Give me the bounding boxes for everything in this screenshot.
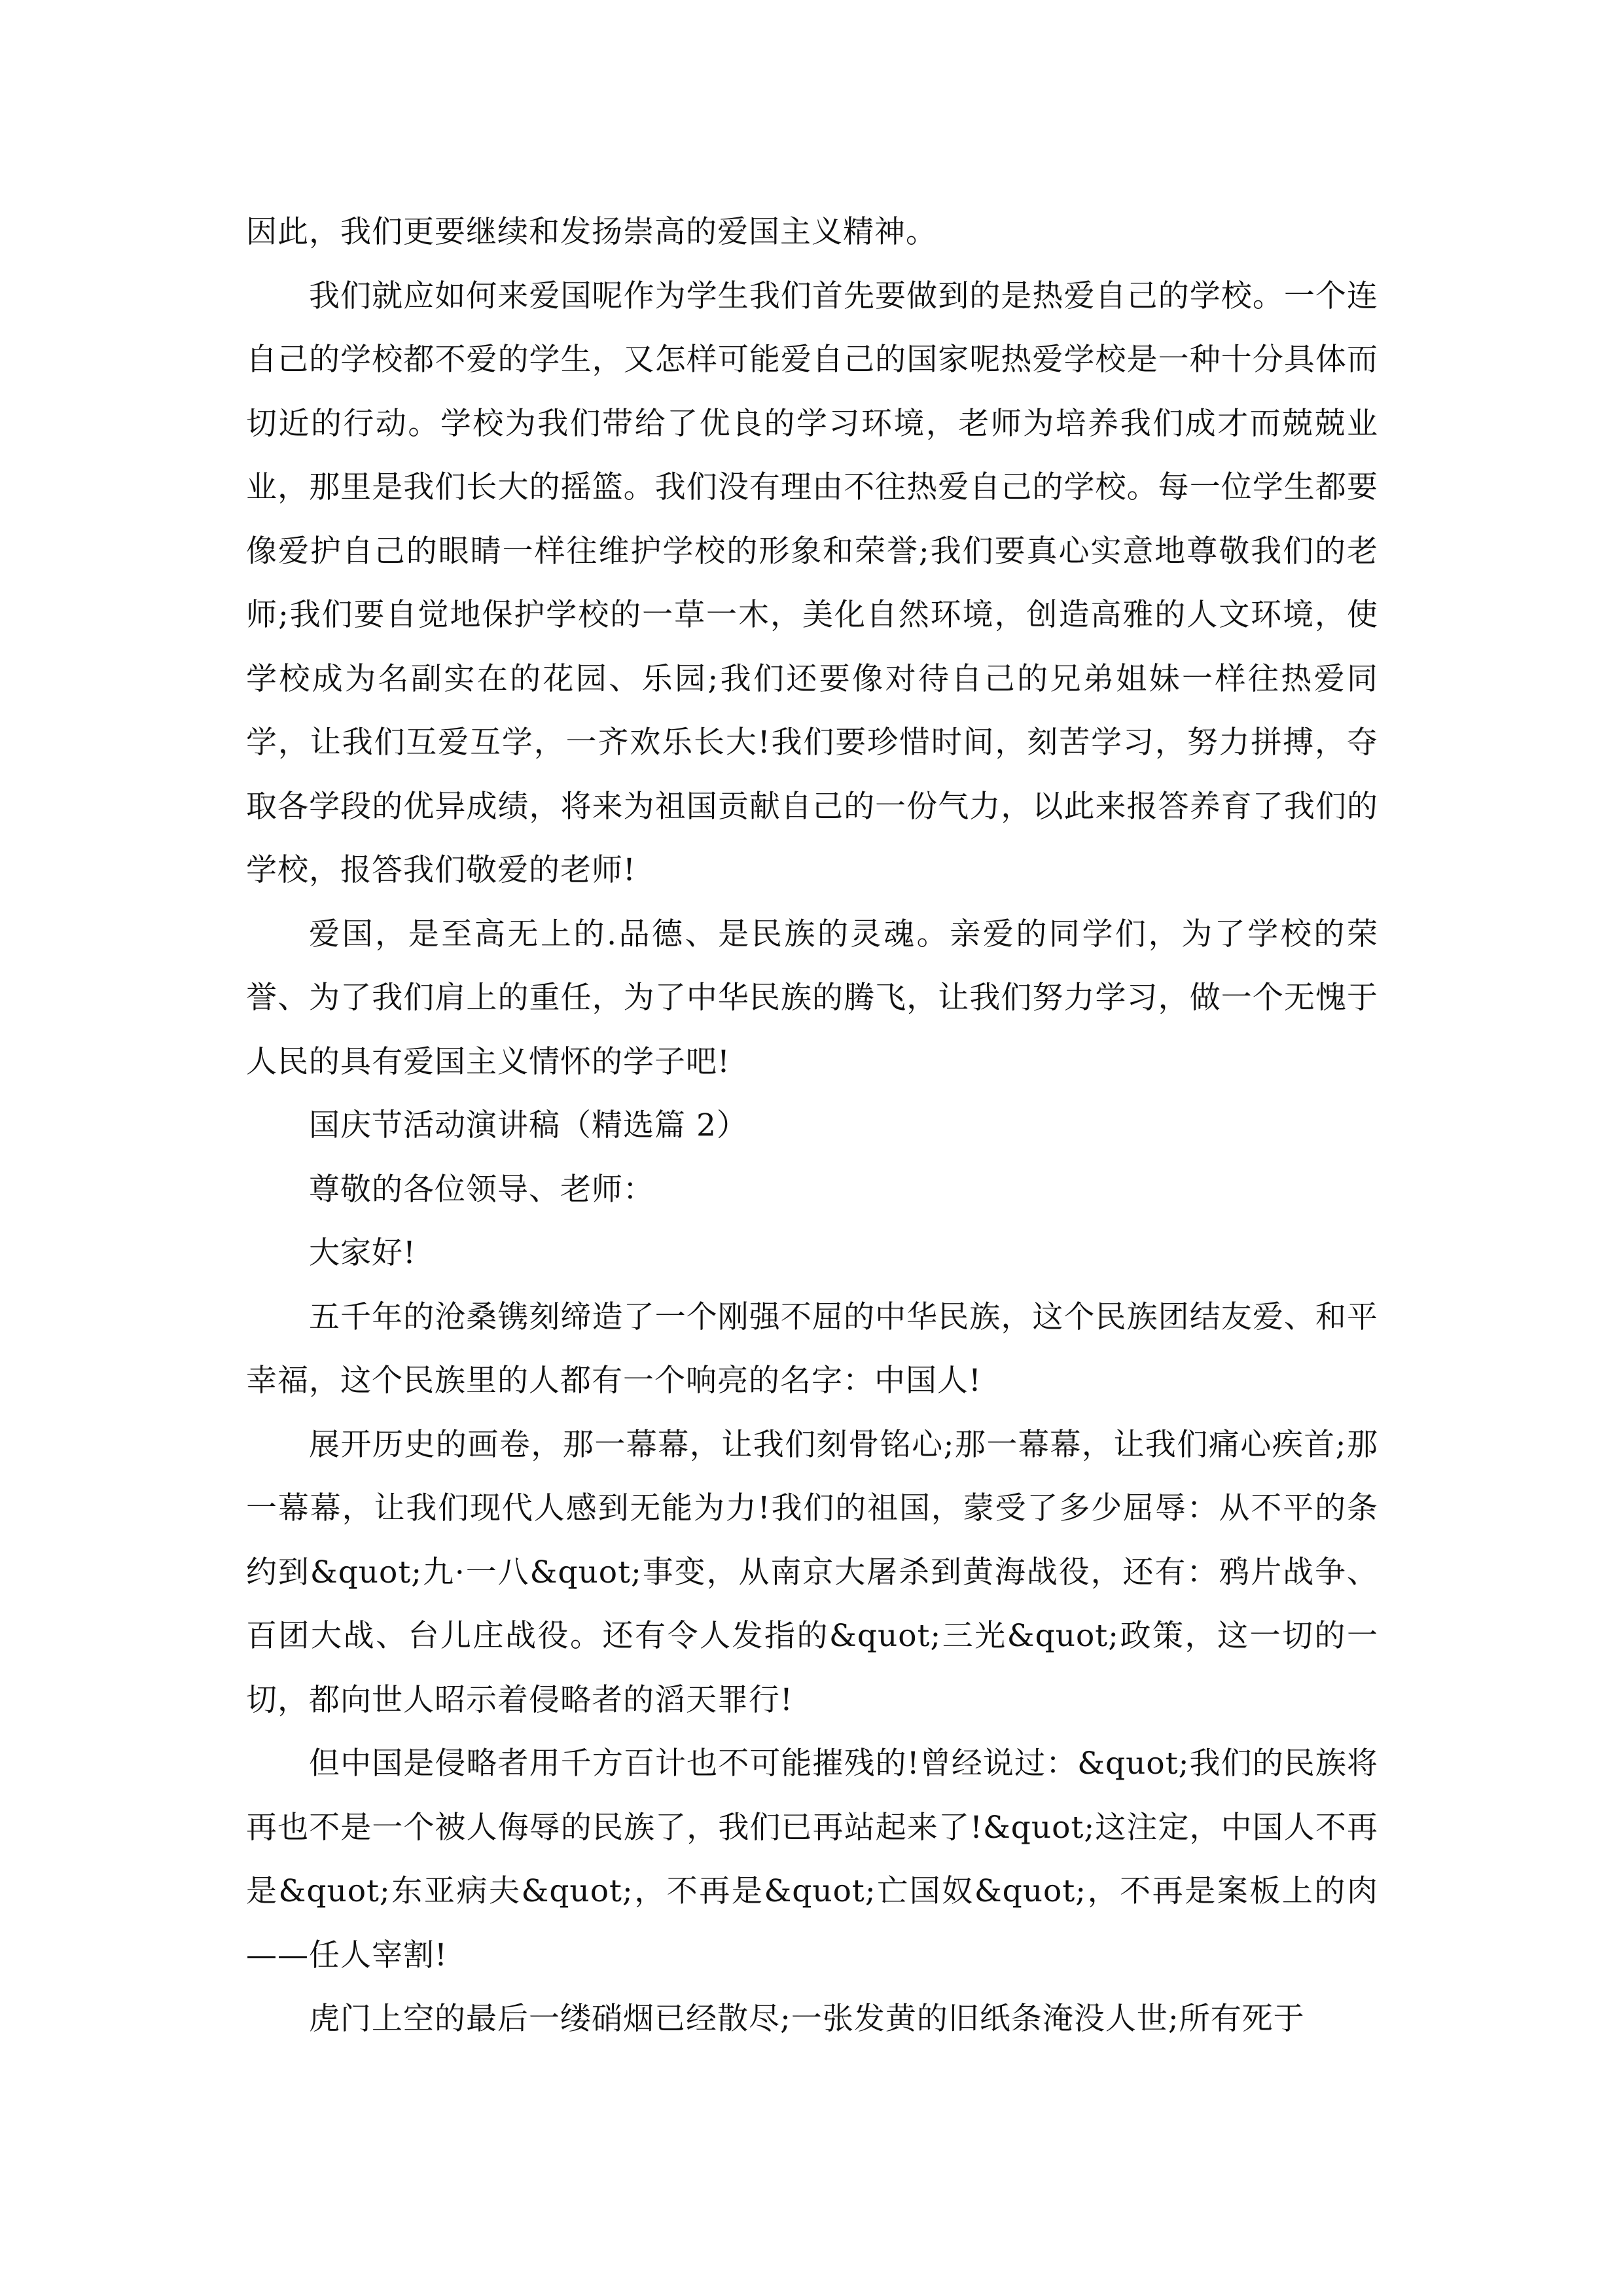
paragraph-7: 五千年的沧桑镌刻缔造了一个刚强不屈的中华民族，这个民族团结友爱、和平幸福，这个民族里的人都有一个响亮的名字：中国人! xyxy=(246,1299,1378,1399)
greeting: 大家好! xyxy=(309,1235,416,1271)
section-heading: 国庆节活动演讲稿（精选篇 2） xyxy=(309,1107,748,1143)
salutation: 尊敬的各位领导、老师： xyxy=(309,1171,654,1208)
paragraph-8: 展开历史的画卷，那一幕幕，让我们刻骨铭心;那一幕幕，让我们痛心疾首;那一幕幕，让我们现代人感到无能为力!我们的祖国，蒙受了多少屈辱：从不平的条约到&quot;九·一八&quot;事变，从南京大屠杀到黄海战役，还有：鸦片战争、百团大战、台儿庄战役。还有令人发指的&quot;三光&quot;政策，这一切的一切，都向世人昭示着侵略者的滔天罪行! xyxy=(246,1426,1378,1718)
paragraph-3: 爱国，是至高无上的.品德、是民族的灵魂。亲爱的同学们，为了学校的荣誉、为了我们肩上的重任，为了中华民族的腾飞，让我们努力学习，做一个无愧于人民的具有爱国主义情怀的学子吧! xyxy=(246,916,1378,1080)
paragraph-2: 我们就应如何来爱国呢作为学生我们首先要做到的是热爱自己的学校。一个连自己的学校都不爱的学生，又怎样可能爱自己的国家呢热爱学校是一种十分具体而切近的行动。学校为我们带给了优良的学习环境，老师为培养我们成才而兢兢业业，那里是我们长大的摇篮。我们没有理由不往热爱自己的学校。每一位学生都要像爱护自己的眼睛一样往维护学校的形象和荣誉;我们要真心实意地尊敬我们的老师;我们要自觉地保护学校的一草一木，美化自然环境，创造高雅的人文环境，使学校成为名副实在的花园、乐园;我们还要像对待自己的兄弟姐妹一样往热爱同学，让我们互爱互学，一齐欢乐长大!我们要珍惜时间，刻苦学习，努力拼搏，夺取各学段的优异成绩，将来为祖国贡献自己的一份气力，以此来报答养育了我们的学校，报答我们敬爱的老师! xyxy=(246,278,1378,888)
body-text xyxy=(246,200,1378,2051)
paragraph-1: 因此，我们更要继续和发扬崇高的爱国主义精神。 xyxy=(246,214,937,250)
paragraph-10: 虎门上空的最后一缕硝烟已经散尽;一张发黄的旧纸条淹没人世;所有死于 xyxy=(309,2001,1305,2037)
paragraph-9: 但中国是侵略者用千方百计也不可能摧残的!曾经说过：&quot;我们的民族将再也不是一个被人侮辱的民族了，我们已再站起来了!&quot;这注定，中国人不再是&quot;东亚病夫&quot;，不再是&quot;亡国奴&quot;，不再是案板上的肉——任人宰割! xyxy=(246,1746,1378,1973)
